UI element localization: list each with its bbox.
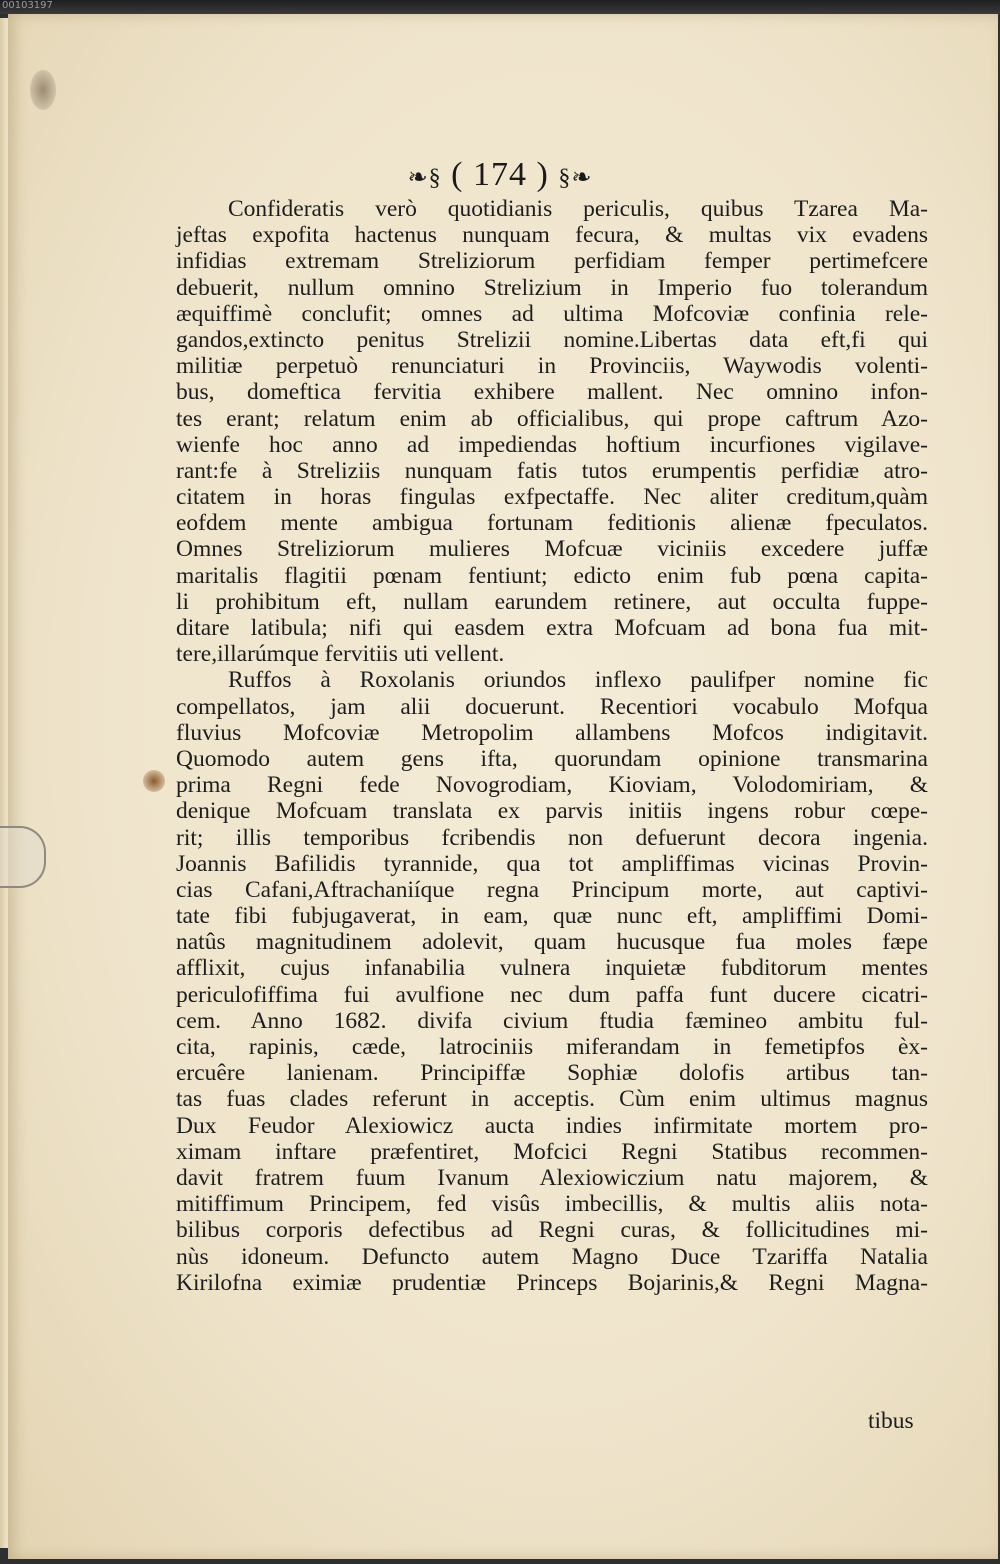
text-line: li prohibitum eft, nullam earundem retinere, aut occulta fuppe- — [176, 588, 928, 615]
text-line: militiæ perpetuò renunciaturi in Provinciis, Waywodis volenti- — [176, 353, 928, 380]
text-line: Joannis Bafilidis tyrannide, qua tot ampliffimas vicinas Provin- — [176, 850, 928, 877]
text-line: Ruffos à Roxolanis oriundos inflexo paulifper nomine fic — [228, 667, 928, 694]
page-clip — [0, 826, 46, 888]
text-line: tas fuas clades referunt in acceptis. Cùm enim ultimus magnus — [176, 1086, 928, 1113]
left-ornament: ❧§ — [407, 165, 442, 191]
text-line: æquiffimè conclufit; omnes ad ultima Mofcoviæ confinia rele- — [176, 300, 928, 327]
text-line: infidias extremam Streliziorum perfidiam femper pertimefcere — [176, 248, 928, 275]
text-line: fluvius Mofcoviæ Metropolim allambens Mofcos indigitavit. — [176, 719, 928, 746]
text-line: compellatos, jam alii docuerunt. Recentiori vocabulo Mofqua — [176, 693, 928, 720]
text-line: bus, domeftica fervitia exhibere mallent. Nec omnino infon- — [176, 379, 928, 406]
text-line: rant:fe à Streliziis nunquam fatis tutos erumpentis perfidiæ atro- — [176, 457, 928, 484]
text-line: mitiffimum Principem, fed visûs imbecillis, & multis aliis nota- — [176, 1191, 928, 1218]
page-stain — [30, 70, 56, 110]
text-line: bilibus corporis defectibus ad Regni curas, & follicitudines mi- — [176, 1217, 928, 1244]
text-line: rit; illis temporibus fcribendis non defuerunt decora ingenia. — [176, 824, 928, 851]
text-line: denique Mofcuam translata ex parvis initiis ingens robur cœpe- — [176, 798, 928, 825]
text-line: Kirilofna eximiæ prudentiæ Princeps Bojarinis,& Regni Magna- — [176, 1269, 928, 1296]
right-ornament: §❧ — [558, 165, 593, 191]
text-line: eofdem mente ambigua fortunam feditionis alienæ fpeculatos. — [176, 510, 928, 537]
text-line: cem. Anno 1682. divifa civium ftudia fæmineo ambitu ful- — [176, 1007, 928, 1034]
text-line: afflixit, cujus infanabilia vulnera inquietæ fubditorum mentes — [176, 955, 928, 982]
text-line: natûs magnitudinem adolevit, quam hucusque fua moles fæpe — [176, 929, 928, 956]
scan-id: 00103197 — [2, 0, 53, 11]
scan-top-edge — [0, 0, 1000, 14]
text-line: tere,illarúmque fervitiis uti vellent. — [176, 641, 505, 668]
text-line: gandos,extincto penitus Strelizii nomine.Libertas data eft,fi qui — [176, 326, 928, 353]
text-line: ercuêre lanienam. Principiffæ Sophiæ dolofis artibus tan- — [176, 1060, 928, 1087]
text-line: ditare latibula; nifi qui easdem extra Mofcuam ad bona fua mit- — [176, 615, 928, 641]
text-line: wienfe hoc anno ad impediendas hoftium incurfiones vigilave- — [176, 431, 928, 458]
catchword: tibus — [868, 1408, 914, 1434]
text-line: tate fibi fubjugaverat, in eam, quæ nunc eft, ampliffimi Domi- — [176, 903, 928, 930]
text-line: periculofiffima fui avulfione nec dum paffa funt ducere cicatri- — [176, 981, 928, 1008]
text-line: Quomodo autem gens ifta, quorundam opinione transmarina — [176, 745, 928, 772]
text-line: Omnes Streliziorum mulieres Mofcuæ viciniis excedere juffæ — [176, 536, 928, 563]
text-line: cita, rapinis, cæde, latrociniis miferandam in femetipfos èx- — [176, 1034, 928, 1060]
text-line: prima Regni fede Novogrodiam, Kioviam, Volodomiriam, & — [176, 772, 928, 799]
text-line: citatem in horas fingulas exfpectaffe. Nec aliter creditum,quàm — [176, 484, 928, 511]
text-line: nùs idoneum. Defuncto autem Magno Duce Tzariffa Natalia — [176, 1243, 928, 1270]
body-text — [176, 196, 928, 1296]
text-line: maritalis flagitii pœnam fentiunt; edicto enim fub pœna capita- — [176, 562, 928, 589]
text-line: debuerit, nullum omnino Strelizium in Imperio fuo tolerandum — [176, 274, 928, 301]
text-line: Confideratis verò quotidianis periculis, quibus Tzarea Ma- — [228, 196, 928, 222]
page-header — [0, 156, 1000, 194]
text-line: ximam inftare præfentiret, Mofcici Regni Statibus recommen- — [176, 1138, 928, 1165]
text-line: Dux Feudor Alexiowicz aucta indies infirmitate mortem pro- — [176, 1112, 928, 1139]
text-line: jeftas expofita hactenus nunquam fecura, & multas vix evadens — [176, 222, 928, 249]
text-line: tes erant; relatum enim ab officialibus, qui prope caftrum Azo- — [176, 405, 928, 432]
text-line: cias Cafani,Aftrachaniíque regna Principum morte, aut captivi- — [176, 876, 928, 903]
text-line: davit fratrem fuum Ivanum Alexiowiczium natu majorem, & — [176, 1164, 928, 1191]
page-number: ( 174 ) — [451, 156, 549, 193]
ink-stain — [143, 770, 165, 792]
